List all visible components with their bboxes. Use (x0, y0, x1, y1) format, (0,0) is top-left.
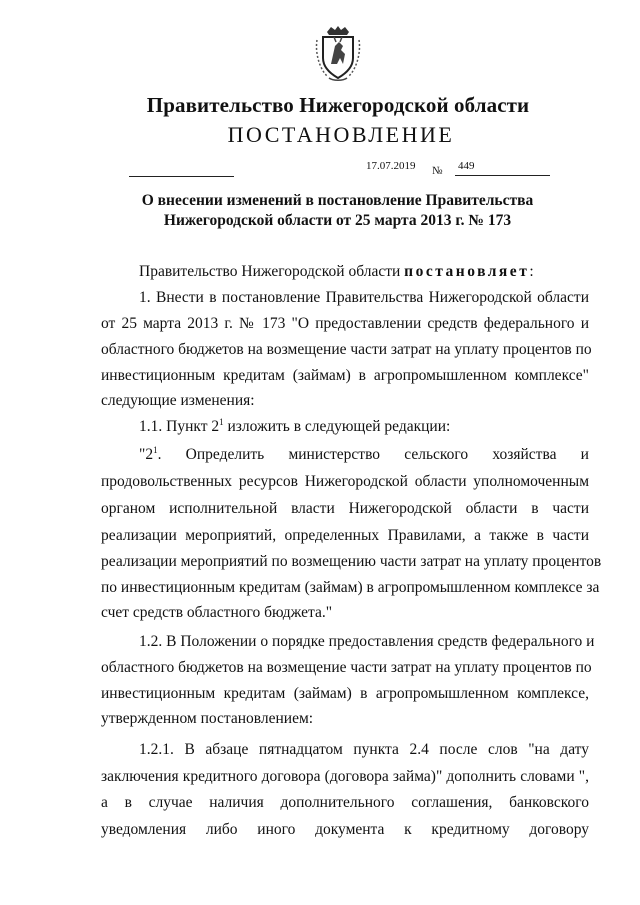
intro-decrees-word: постановляет (404, 263, 530, 280)
word: министерство (288, 446, 381, 463)
left-signature-line (129, 176, 234, 177)
paragraph-line: 1. Внести в постановление Правительства Нижегородской области (139, 289, 589, 306)
paragraph-line: счет средств областного бюджета." (101, 604, 333, 621)
superscript: 1 (219, 416, 224, 427)
paragraph-line: реализации мероприятий, определенных Правилами, а также в части (101, 527, 589, 544)
number-underline (455, 175, 550, 176)
document-type-title: ПОСТАНОВЛЕНИЕ (227, 122, 455, 147)
decree-number: 449 (458, 160, 475, 172)
quote-first-line (101, 443, 589, 467)
intro-colon: : (529, 263, 534, 280)
paragraph-line: 1.2. В Положении о порядке предоставления средств федерального и (139, 633, 595, 650)
paragraph-line: реализации мероприятий по возмещению части затрат на уплату процентов (101, 553, 602, 570)
paragraph-line: утвержденном постановлением: (101, 710, 314, 727)
coat-of-arms-emblem (313, 24, 363, 82)
decree-subject (120, 191, 555, 231)
word: Определить (185, 446, 265, 463)
paragraph-line: по инвестиционным кредитам (займам) в агропромышленном комплексе за (101, 579, 600, 596)
paragraph-line: инвестиционным кредитам (займам) в агропромышленном комплексе" (101, 367, 589, 384)
paragraph-line: заключения кредитного договора (договора займа)" дополнить словами ", (101, 768, 589, 785)
item-text: 1.1. Пункт 2 (139, 418, 220, 435)
paragraph-line: органом исполнительной власти Нижегородской области в части (101, 500, 589, 517)
paragraph-line (101, 415, 589, 439)
paragraph-line: а в случае наличия дополнительного соглашения, банковского (101, 794, 589, 811)
paragraph-line: от 25 марта 2013 г. № 173 "О предоставлении средств федерального и (101, 315, 589, 332)
paragraph-line: 1.2.1. В абзаце пятнадцатом пункта 2.4 после слов "на дату (139, 741, 589, 758)
word: и (580, 446, 589, 463)
subject-line: О внесении изменений в постановление Правительства (141, 192, 534, 209)
decree-date: 17.07.2019 (366, 160, 416, 172)
paragraph-line: уведомления либо иного документа к кредитному договору (101, 821, 589, 838)
subject-line: Нижегородской области от 25 марта 2013 г. № 173 (163, 212, 512, 229)
quote-number: "$2^1$. (139, 444, 162, 463)
paragraph-line: следующие изменения: (101, 392, 255, 409)
intro-paragraph (101, 260, 589, 284)
paragraph-line: инвестиционным кредитам (займам) в агропромышленном комплексе, (101, 685, 589, 702)
intro-text: Правительство Нижегородской области (139, 263, 405, 280)
government-title: Правительство Нижегородской области (146, 93, 530, 117)
paragraph-line: продовольственных ресурсов Нижегородской области уполномоченным (101, 473, 589, 490)
item-text: изложить в следующей редакции: (223, 418, 451, 435)
paragraph-line: областного бюджетов на возмещение части затрат на уплату процентов по (101, 341, 592, 358)
word: сельского (404, 446, 469, 463)
paragraph-line: областного бюджетов на возмещение части затрат на уплату процентов по (101, 659, 592, 676)
word: хозяйства (492, 446, 557, 463)
number-sign: № (432, 165, 443, 177)
